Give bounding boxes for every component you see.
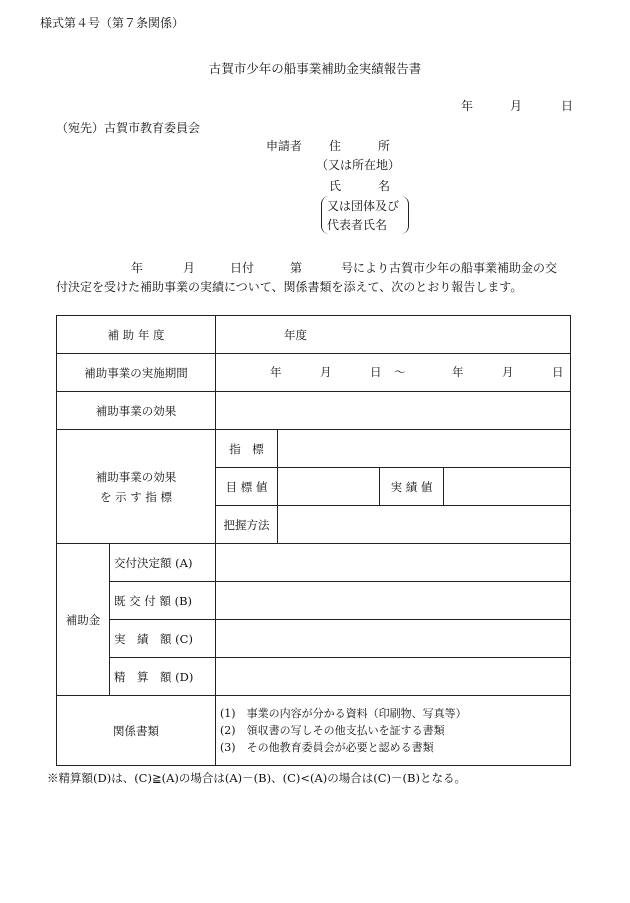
address-alt-label: （又は所在地） <box>316 158 401 172</box>
date-day-label: 日 <box>561 99 574 113</box>
subsidy-field-c[interactable] <box>216 620 571 658</box>
indicator-label <box>57 430 216 544</box>
table-row <box>57 316 571 354</box>
subsidy-label: 補助金 <box>57 544 110 696</box>
docs-list <box>216 696 571 766</box>
date-month-label: 月 <box>510 99 523 113</box>
body-line1-rest: 号により古賀市少年の船事業補助金の交 <box>341 261 558 275</box>
table-row <box>57 392 571 430</box>
fiscal-year-label: 補 助 年 度 <box>57 316 216 354</box>
body-month: 月 <box>183 261 196 275</box>
effect-label: 補助事業の効果 <box>57 392 216 430</box>
table-row <box>57 544 571 582</box>
form-number: 様式第４号（第７条関係） <box>40 16 185 30</box>
subsidy-row-label-c: 実 績 額 (C) <box>110 620 216 658</box>
table-row <box>57 696 571 766</box>
body-day-dated: 日付 <box>230 261 255 275</box>
table-row <box>57 658 571 696</box>
document-title: 古賀市少年の船事業補助金実績報告書 <box>208 61 422 76</box>
period-start-month: 月 <box>320 365 332 379</box>
report-table <box>56 315 571 766</box>
name-label-char-1: 氏 <box>329 179 342 193</box>
settlement-note: ※精算額(D)は、(C)≧(A)の場合は(A)－(B)、(C)<(A)の場合は(C)－(B)となる。 <box>47 771 466 785</box>
period-label: 補助事業の実施期間 <box>57 354 216 392</box>
period-start-year: 年 <box>270 365 282 379</box>
body-number-prefix: 第 <box>290 261 303 275</box>
address-label-char-2: 所 <box>378 139 391 153</box>
period-end-year: 年 <box>452 365 464 379</box>
subsidy-field-b[interactable] <box>216 582 571 620</box>
period-tilde: 〜 <box>394 365 406 379</box>
subsidy-row-label-b: 既 交 付 額 (B) <box>110 582 216 620</box>
indicator-label-line-1: 補助事業の効果 <box>95 469 177 484</box>
docs-item-2: (2) 領収書の写しその他支払いを証する書類 <box>220 724 445 737</box>
body-year: 年 <box>131 261 144 275</box>
addressee: （宛先）古賀市教育委員会 <box>56 121 201 135</box>
docs-label: 関係書類 <box>57 696 216 766</box>
name-label-char-2: 名 <box>378 179 391 193</box>
target-value-field[interactable] <box>278 468 380 506</box>
subsidy-field-a[interactable] <box>216 544 571 582</box>
fiscal-year-unit: 年度 <box>284 327 307 342</box>
subsidy-row-label-d: 精 算 額 (D) <box>110 658 216 696</box>
period-start-day: 日 <box>370 365 382 379</box>
fiscal-year-field[interactable] <box>216 316 571 354</box>
address-label-char-1: 住 <box>329 139 342 153</box>
period-field[interactable] <box>216 354 571 392</box>
table-row <box>57 430 571 468</box>
effect-field[interactable] <box>216 392 571 430</box>
body-line2: 付決定を受けた補助事業の実績について、関係書類を添えて、次のとおり報告します。 <box>56 280 523 294</box>
period-end-day: 日 <box>552 365 564 379</box>
method-field[interactable] <box>278 506 571 544</box>
indicator-label-line-2: を 示 す 指 標 <box>99 489 173 504</box>
applicant-label: 申請者 <box>266 139 303 153</box>
table-row <box>57 354 571 392</box>
table-row <box>57 582 571 620</box>
actual-value-label: 実 績 値 <box>380 468 444 506</box>
subsidy-field-d[interactable] <box>216 658 571 696</box>
target-value-label: 目 標 値 <box>216 468 278 506</box>
period-end-month: 月 <box>502 365 514 379</box>
name-alt-line-1: 又は団体及び <box>327 199 400 213</box>
date-year-label: 年 <box>461 99 474 113</box>
actual-value-field[interactable] <box>444 468 571 506</box>
indicator-field[interactable] <box>278 430 571 468</box>
table-row <box>57 620 571 658</box>
method-label: 把握方法 <box>216 506 278 544</box>
indicator-sub-label: 指 標 <box>216 430 278 468</box>
subsidy-row-label-a: 交付決定額 (A) <box>110 544 216 582</box>
docs-item-3: (3) その他教育委員会が必要と認める書類 <box>220 741 434 754</box>
name-alt-line-2: 代表者氏名 <box>327 218 388 232</box>
docs-item-1: (1) 事業の内容が分かる資料（印刷物、写真等） <box>220 707 467 720</box>
